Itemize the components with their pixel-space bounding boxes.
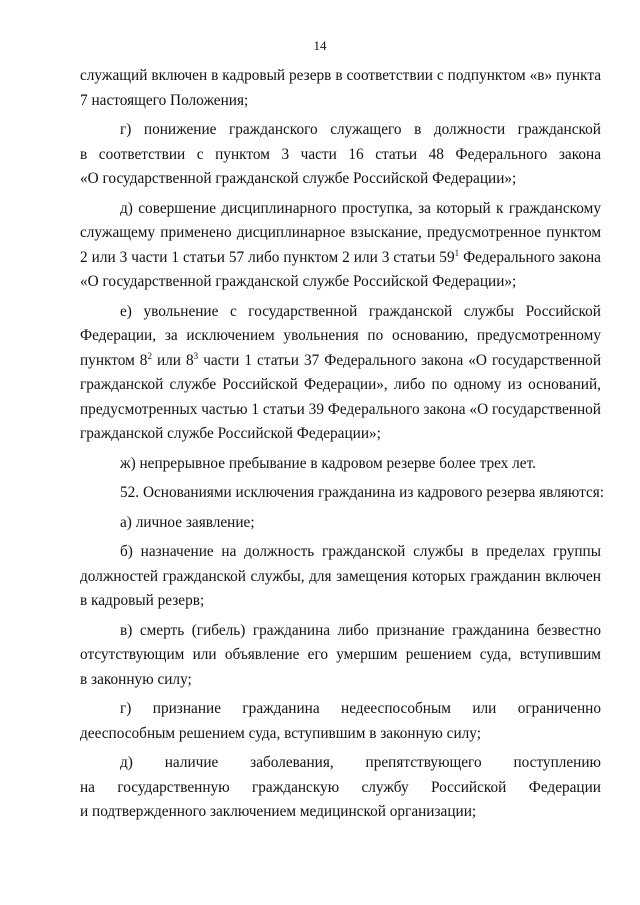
text-line: в кадровый резерв; bbox=[80, 592, 205, 609]
text-line: г) понижение гражданского служащего в должности гражданской bbox=[120, 121, 601, 138]
text-line: д) совершение дисциплинарного проступка, за который к гражданскому bbox=[120, 199, 601, 217]
text-line: д) наличие заболевания, препятствующего поступлению bbox=[120, 754, 601, 771]
text-line: пунктом $8^2$ или $8^3$ части 1 статьи 37 Федерального закона «О государственной bbox=[80, 350, 601, 369]
text-line: в законную силу; bbox=[80, 670, 192, 688]
text-line: ж) непрерывное пребывание в кадровом резерве более трех лет. bbox=[120, 454, 536, 472]
page-number: 14 bbox=[313, 38, 327, 53]
text-line: 52. Основаниями исключения гражданина из кадрового резерва являются: bbox=[120, 484, 605, 501]
text-line: на государственную гражданскую службу Российской Федерации bbox=[80, 778, 601, 796]
text-line: б) назначение на должность гражданской службы в пределах группы bbox=[120, 543, 601, 560]
text-line: дееспособным решением суда, вступившим в законную силу; bbox=[80, 724, 481, 742]
text-line: гражданской службе Российской Федерации»; bbox=[80, 425, 381, 442]
text-line: 2 или 3 части 1 статьи 57 либо пунктом 2 или 3 статьи $59^1$ Федерального закона bbox=[80, 247, 601, 266]
text-line: гражданской службе Российской Федерации», либо по одному из оснований, bbox=[80, 376, 601, 393]
text-line: г) признание гражданина недееспособным или ограниченно bbox=[120, 700, 601, 717]
text-line: е) увольнение с государственной гражданской службы Российской bbox=[120, 302, 601, 320]
text-line: а) личное заявление; bbox=[120, 513, 255, 531]
text-line: в) смерть (гибель) гражданина либо признание гражданина безвестно bbox=[120, 621, 601, 639]
text-line: служащий включен в кадровый резерв в соответствии с подпунктом «в» пункта bbox=[80, 67, 601, 84]
text-line: и подтвержденного заключением медицинской организации; bbox=[80, 803, 477, 820]
text-line: должностей гражданской службы, для замещения которых гражданин включен bbox=[80, 567, 601, 585]
text-line: в соответствии с пунктом 3 части 16 статьи 48 Федерального закона bbox=[80, 145, 601, 163]
text-line: «О государственной гражданской службе Российской Федерации»; bbox=[80, 170, 517, 187]
document-body bbox=[80, 64, 605, 825]
text-line: отсутствующим или объявление его умершим решением суда, вступившим bbox=[80, 646, 601, 663]
text-line: 7 настоящего Положения; bbox=[80, 91, 249, 109]
text-line: Федерации, за исключением увольнения по основанию, предусмотренному bbox=[80, 327, 601, 344]
text-line: предусмотренных частью 1 статьи 39 Федерального закона «О государственной bbox=[80, 400, 601, 418]
text-line: «О государственной гражданской службе Российской Федерации»; bbox=[80, 273, 517, 290]
text-line: служащему применено дисциплинарное взыскание, предусмотренное пунктом bbox=[80, 224, 601, 241]
